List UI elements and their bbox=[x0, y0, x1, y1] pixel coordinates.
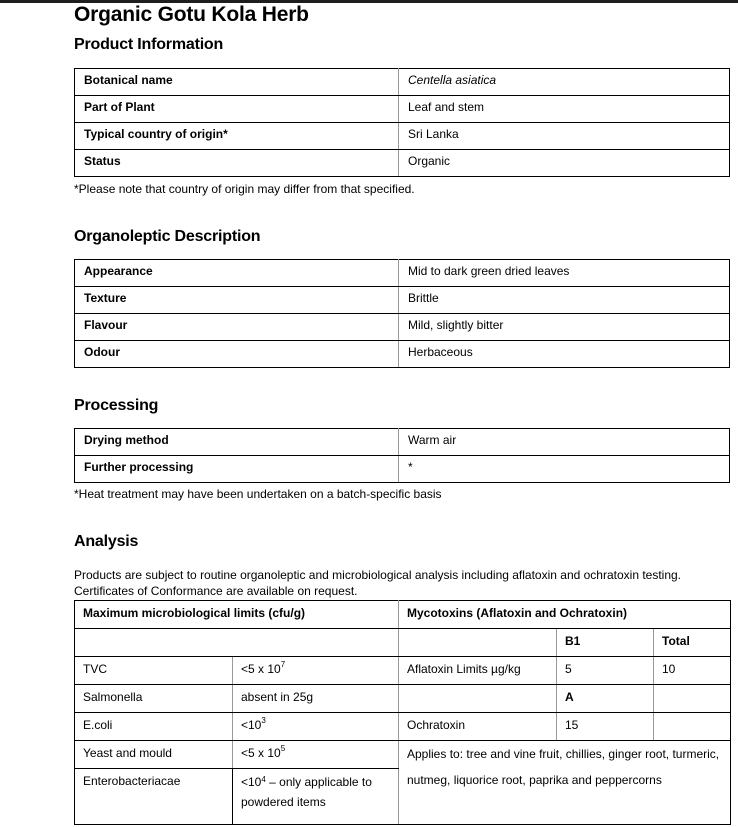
analysis-paragraph: Products are subject to routine organoleptic and microbiological analysis including aflatoxin and ochratoxin testing. Certificates of Conformance are available on request. bbox=[74, 568, 682, 598]
mycotoxins-header: Mycotoxins (Aflatoxin and Ochratoxin) bbox=[399, 601, 731, 629]
table-row bbox=[75, 456, 730, 483]
empty-cell bbox=[654, 685, 731, 713]
processing-table bbox=[74, 428, 730, 483]
micro-limit: $<10^3$ bbox=[233, 713, 399, 741]
table-row bbox=[75, 713, 731, 741]
organoleptic-table bbox=[74, 259, 730, 368]
empty-cell bbox=[399, 629, 557, 657]
table-row bbox=[75, 123, 730, 150]
table-header-row bbox=[75, 601, 731, 629]
section-heading-product-information: Product Information bbox=[74, 36, 224, 53]
table-row bbox=[75, 96, 730, 123]
micro-name: E.coli bbox=[75, 713, 233, 741]
row-label: Drying method bbox=[75, 429, 399, 456]
b1-column-header: B1 bbox=[557, 629, 654, 657]
row-label: Part of Plant bbox=[75, 96, 399, 123]
row-label: Flavour bbox=[75, 314, 399, 341]
row-value: * bbox=[399, 456, 730, 483]
row-value: Centella asiatica bbox=[399, 69, 730, 96]
table-row bbox=[75, 685, 731, 713]
micro-limit: $<10^4$ – only applicable to powdered items bbox=[233, 769, 399, 825]
a-column-header: A bbox=[557, 685, 654, 713]
aflatoxin-total-value: 10 bbox=[654, 657, 731, 685]
aflatoxin-label: Aflatoxin Limits µg/kg bbox=[399, 657, 557, 685]
micro-limit: <5 x $10^5$ bbox=[233, 741, 399, 769]
aflatoxin-b1-value: 5 bbox=[557, 657, 654, 685]
row-value: Leaf and stem bbox=[399, 96, 730, 123]
page-title: Organic Gotu Kola Herb bbox=[74, 3, 309, 26]
empty-cell bbox=[654, 713, 731, 741]
empty-cell bbox=[399, 685, 557, 713]
applies-to-note: Applies to: tree and vine fruit, chillies, ginger root, turmeric, nutmeg, liquorice root, paprika and peppercorns bbox=[399, 741, 731, 825]
micro-name: Salmonella bbox=[75, 685, 233, 713]
product-information-table bbox=[74, 68, 730, 177]
row-label: Typical country of origin* bbox=[75, 123, 399, 150]
table-row bbox=[75, 150, 730, 177]
row-value: Organic bbox=[399, 150, 730, 177]
ochratoxin-label: Ochratoxin bbox=[399, 713, 557, 741]
section-heading-organoleptic: Organoleptic Description bbox=[74, 228, 261, 245]
table-row bbox=[75, 287, 730, 314]
row-label: Status bbox=[75, 150, 399, 177]
total-column-header: Total bbox=[654, 629, 731, 657]
row-value: Warm air bbox=[399, 429, 730, 456]
row-label: Odour bbox=[75, 341, 399, 368]
origin-note: *Please note that country of origin may differ from that specified. bbox=[74, 182, 415, 196]
row-value: Mild, slightly bitter bbox=[399, 314, 730, 341]
table-row bbox=[75, 657, 731, 685]
table-row bbox=[75, 314, 730, 341]
section-heading-analysis: Analysis bbox=[74, 533, 139, 550]
micro-name: Yeast and mould bbox=[75, 741, 233, 769]
row-value: Brittle bbox=[399, 287, 730, 314]
analysis-table bbox=[74, 600, 731, 825]
empty-cell bbox=[75, 629, 399, 657]
table-row bbox=[75, 429, 730, 456]
heat-treatment-note: *Heat treatment may have been undertaken on a batch-specific basis bbox=[74, 487, 442, 501]
ochratoxin-a-value: 15 bbox=[557, 713, 654, 741]
section-heading-processing: Processing bbox=[74, 397, 159, 414]
table-row bbox=[75, 341, 730, 368]
micro-name: Enterobacteriacae bbox=[75, 769, 233, 825]
micro-limit: absent in 25g bbox=[233, 685, 399, 713]
micro-name: TVC bbox=[75, 657, 233, 685]
row-label: Texture bbox=[75, 287, 399, 314]
table-row bbox=[75, 69, 730, 96]
micro-limit: <5 x $10^7$ bbox=[233, 657, 399, 685]
row-value: Mid to dark green dried leaves bbox=[399, 260, 730, 287]
row-label: Appearance bbox=[75, 260, 399, 287]
row-label: Botanical name bbox=[75, 69, 399, 96]
micro-limits-header: Maximum microbiological limits (cfu/g) bbox=[75, 601, 399, 629]
row-label: Further processing bbox=[75, 456, 399, 483]
row-value: Herbaceous bbox=[399, 341, 730, 368]
table-row bbox=[75, 260, 730, 287]
table-row bbox=[75, 629, 731, 657]
row-value: Sri Lanka bbox=[399, 123, 730, 150]
table-row bbox=[75, 741, 731, 769]
